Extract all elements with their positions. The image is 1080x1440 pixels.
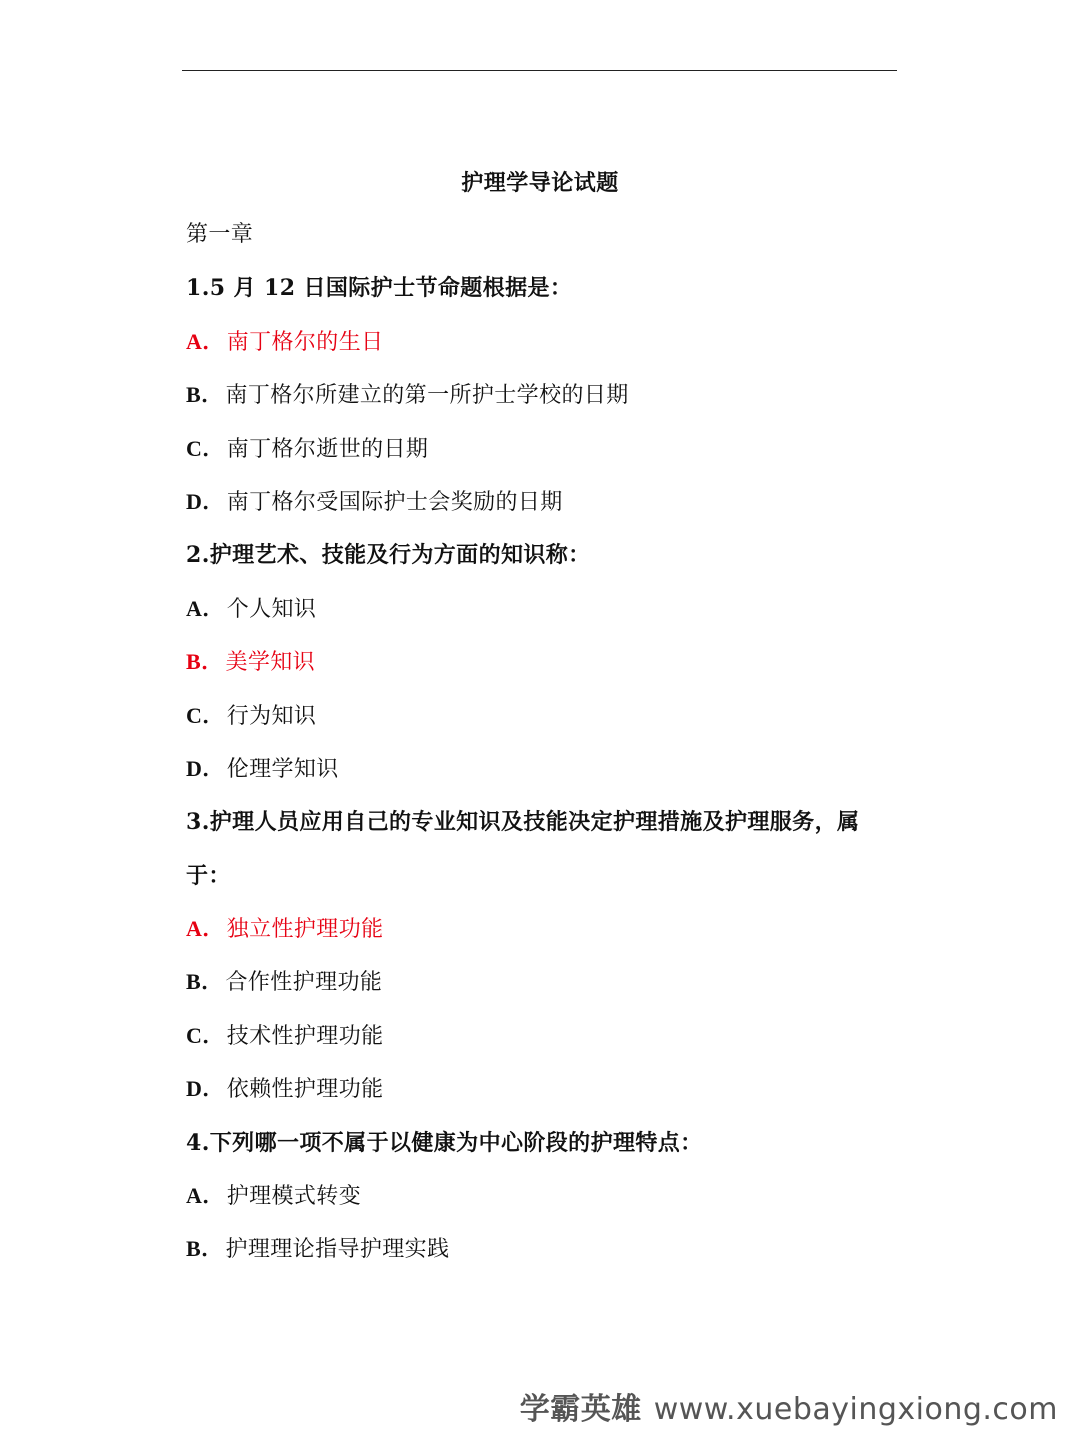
option-text: 合作性护理功能 [225,970,383,996]
option-text: 南丁格尔所建立的第一所护士学校的日期 [225,383,629,409]
option-text: 伦理学知识 [226,756,339,782]
question-4-stem: 4.下列哪一项不属于以健康为中心阶段的护理特点： [186,1129,703,1156]
option-letter: D [186,1076,203,1102]
question-3-stem-line-2: 于： [186,862,231,889]
option-separator: ． [201,649,224,676]
option-letter: C [186,702,203,728]
question-2-option-a [186,589,901,642]
question-2-option-c [186,696,901,749]
question-3-option-a [186,909,901,962]
option-text: 技术性护理功能 [226,1023,384,1049]
question-1-option-b [186,375,901,428]
option-letter: A [186,328,203,354]
question-3-stem-line-1: 3.护理人员应用自己的专业知识及技能决定护理措施及护理服务，属 [186,809,860,836]
option-letter: A [186,595,203,621]
option-text: 美学知识 [225,650,316,676]
question-3-option-b [186,962,901,1015]
option-letter: A [186,1183,203,1209]
question-1-stem: 1.5 月 12 日国际护士节命题根据是： [186,275,573,302]
question-3-option-c [186,1016,901,1069]
option-separator: ． [202,916,225,943]
question-3-option-d [186,1069,901,1122]
option-text: 个人知识 [226,596,317,622]
option-text: 行为知识 [226,703,317,729]
option-letter: C [186,435,203,461]
option-letter: B [186,969,202,995]
option-separator: ． [201,382,224,409]
option-text: 南丁格尔受国际护士会奖励的日期 [226,489,563,515]
question-2-stem: 2.护理艺术、技能及行为方面的知识称： [186,542,591,569]
exam-content [186,215,901,1283]
option-separator: ． [202,1183,225,1210]
watermark-url: www.xuebayingxiong.com [653,1392,1058,1427]
option-separator: ． [202,595,225,622]
option-letter: B [186,382,202,408]
option-separator: ． [202,755,225,782]
option-separator: ． [202,435,225,462]
question-2-option-b [186,642,901,695]
option-text: 南丁格尔逝世的日期 [226,436,429,462]
option-separator: ． [201,969,224,996]
option-text: 依赖性护理功能 [226,1077,384,1103]
option-separator: ． [202,1076,225,1103]
option-letter: D [186,488,203,514]
option-letter: C [186,1022,203,1048]
option-letter: B [186,1236,202,1262]
question-1-option-d [186,482,901,535]
option-text: 独立性护理功能 [226,917,384,943]
question-2-option-d [186,749,901,802]
header-rule [182,70,897,71]
watermark-brand: 学霸英雄 [519,1392,642,1427]
option-letter: D [186,755,203,781]
option-separator: ． [202,702,225,729]
page-title: 护理学导论试题 [461,170,619,196]
option-separator: ． [202,488,225,515]
question-1-option-a [186,322,901,375]
site-watermark [520,1384,1058,1428]
option-letter: B [186,649,202,675]
option-separator: ． [202,1022,225,1049]
option-text: 南丁格尔的生日 [226,329,384,355]
option-text: 护理理论指导护理实践 [225,1237,450,1263]
question-1-option-c [186,429,901,482]
option-separator: ． [202,328,225,355]
option-separator: ． [201,1236,224,1263]
question-4-option-b [186,1229,901,1282]
chapter-heading: 第一章 [186,222,254,247]
option-text: 护理模式转变 [226,1184,362,1210]
option-letter: A [186,916,203,942]
question-4-option-a [186,1176,901,1229]
